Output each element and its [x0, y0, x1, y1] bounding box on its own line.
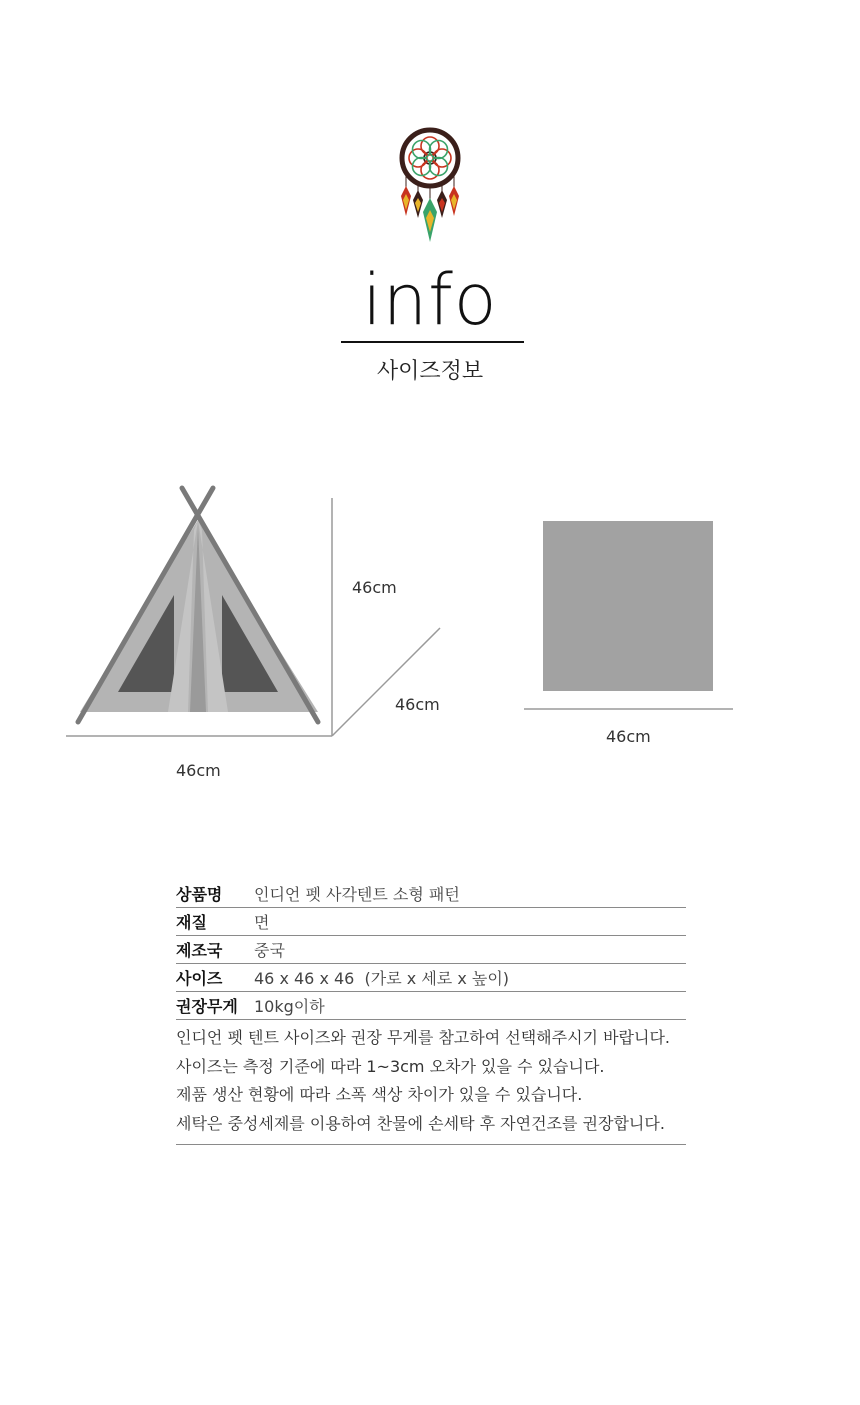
page-title: info — [362, 259, 498, 341]
spec-label: 재질 — [176, 913, 207, 932]
spec-value: 10kg이하 — [254, 997, 325, 1016]
note-line: 제품 생산 현황에 따라 소폭 색상 차이가 있을 수 있습니다. — [176, 1085, 583, 1104]
spec-label: 사이즈 — [176, 969, 223, 988]
floor-width-label: 46cm — [606, 727, 651, 746]
spec-notes — [176, 1020, 686, 1145]
floor-square — [543, 521, 713, 691]
page-subtitle: 사이즈정보 — [376, 359, 484, 384]
spec-value: 46 x 46 x 46 (가로 x 세로 x 높이) — [254, 969, 510, 988]
spec-value: 면 — [254, 913, 270, 932]
spec-row-product-name — [176, 880, 686, 908]
spec-value: 인디언 펫 사각텐트 소형 패턴 — [254, 885, 460, 904]
note-line: 사이즈는 측정 기준에 따라 1~3cm 오차가 있을 수 있습니다. — [176, 1056, 605, 1076]
tent-depth-label: 46cm — [395, 695, 440, 714]
spec-label: 상품명 — [176, 885, 223, 904]
spec-value: 중국 — [254, 941, 285, 960]
spec-row-size — [176, 964, 686, 992]
tent-height-label: 46cm — [352, 578, 397, 597]
spec-row-origin — [176, 936, 686, 964]
size-diagram — [0, 470, 860, 800]
tent-width-label: 46cm — [176, 761, 221, 780]
note-line: 인디언 펫 텐트 사이즈와 권장 무게를 참고하여 선택해주시기 바랍니다. — [176, 1028, 670, 1047]
spec-label: 권장무게 — [176, 997, 238, 1016]
depth-guide — [332, 628, 440, 736]
spec-row-material — [176, 908, 686, 936]
title-underline — [341, 341, 524, 343]
spec-row-weight — [176, 992, 686, 1020]
spec-table — [176, 880, 686, 1145]
spec-label: 제조국 — [176, 941, 223, 960]
dreamcatcher-logo — [390, 120, 470, 244]
note-line: 세탁은 중성세제를 이용하여 찬물에 손세탁 후 자연건조를 권장합니다. — [176, 1113, 665, 1133]
